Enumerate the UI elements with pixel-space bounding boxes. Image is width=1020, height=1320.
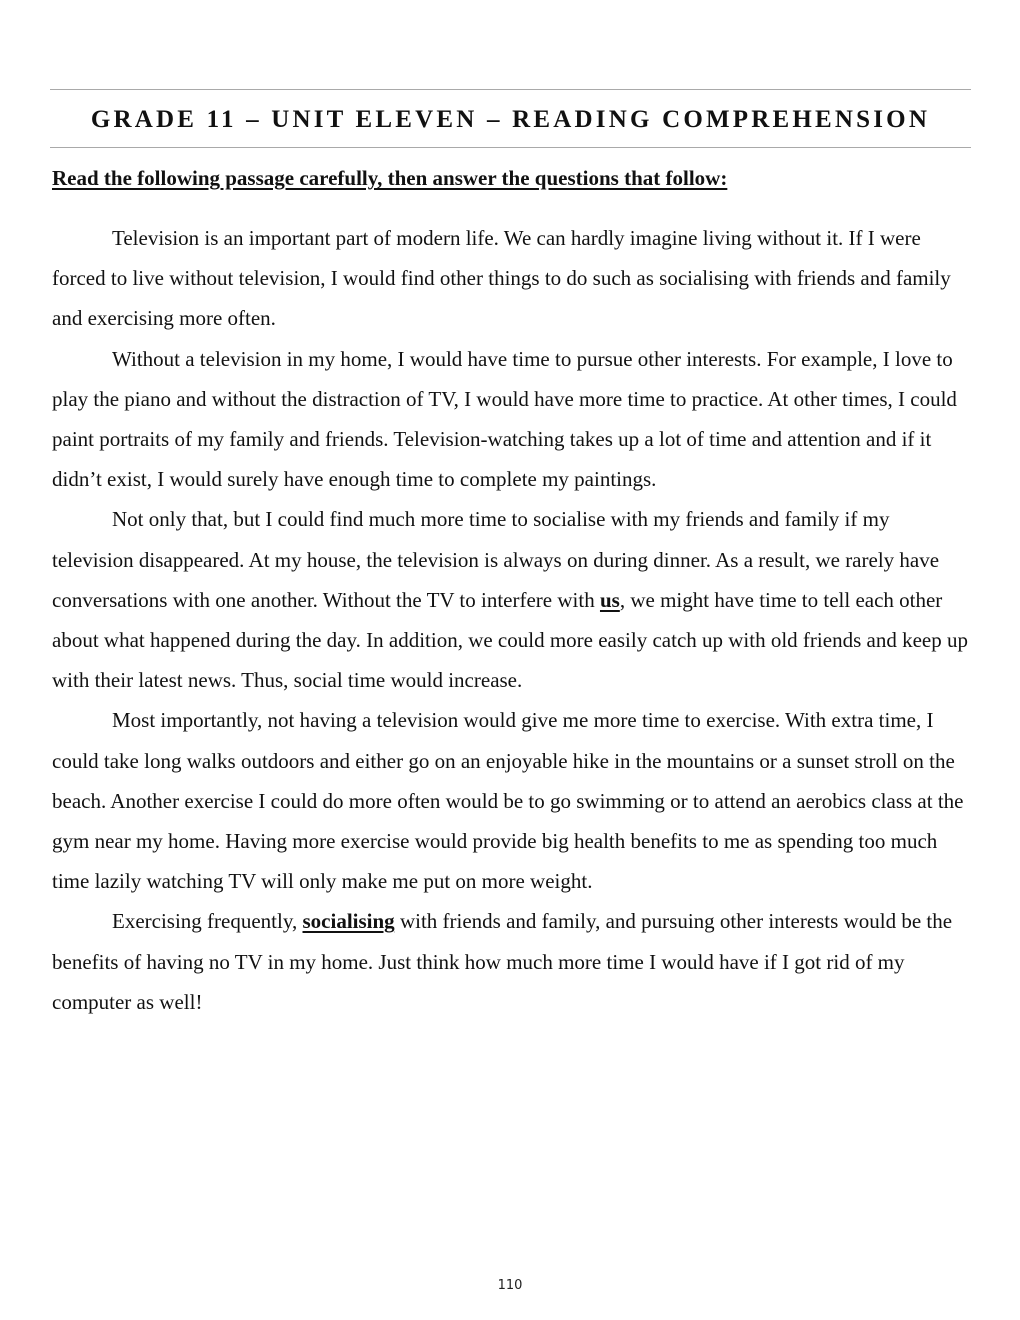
paragraph-5-text-after: with friends and family, and pursuing other interests would be the benefits of having no TV in my home. Just think how much more time I would have if I got rid of my computer as well! xyxy=(52,909,953,1014)
reading-passage xyxy=(52,218,970,1022)
passage-paragraph-4: Most importantly, not having a television would give me more time to exercise. With extra time, I could take long walks outdoors and either go on an enjoyable hike in the mountains or a sunset stroll on the beach. Another exercise I could do more often would be to go swimming or to attend an aerobics class at the gym near my home. Having more exercise would provide big health benefits to me as spending too much time lazily watching TV will only make me put on more weight. xyxy=(52,708,964,894)
passage-paragraph-3 xyxy=(52,499,970,700)
title-bottom-rule xyxy=(50,147,971,148)
instruction-text: Read the following passage carefully, then answer the questions that follow: xyxy=(52,166,728,190)
paragraph-5-text-before: Exercising frequently, xyxy=(112,909,303,934)
page-number: 110 xyxy=(497,1278,523,1293)
passage-paragraph-2: Without a television in my home, I would have time to pursue other interests. For example, I love to play the piano and without the distraction of TV, I would have more time to practice. At other times, I could paint portraits of my family and friends. Television-watching takes up a lot of time and attention and if it didn’t exist, I would surely have enough time to complete my paintings. xyxy=(52,346,957,492)
paragraph-3-text-after: , we might have time to tell each other about what happened during the day. In addition, we could more easily catch up with old friends and keep up with their latest news. Thus, social time would increase. xyxy=(52,587,968,693)
highlighted-word-us: us xyxy=(599,587,620,612)
paragraph-3-text-before: Not only that, but I could find much more time to socialise with my friends and family if my television disappeared. At my house, the television is always on during dinner. As a result, we rarely have conversations with one another. Without the TV to interfere with xyxy=(52,507,940,612)
passage-paragraph-1: Television is an important part of modern life. We can hardly imagine living without it. If I were forced to live without television, I would find other things to do such as socialising with friends and family and exercising more often. xyxy=(52,226,951,331)
highlighted-word-socialising: socialising xyxy=(302,909,395,934)
title-top-rule xyxy=(50,89,971,90)
page-title: GRADE 11 – UNIT ELEVEN – READING COMPREHENSION xyxy=(90,106,931,133)
passage-paragraph-5 xyxy=(52,901,970,1022)
